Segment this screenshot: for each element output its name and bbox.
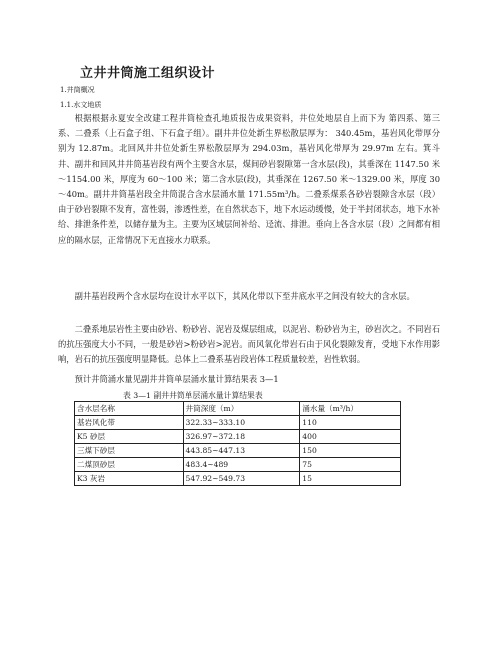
water-inflow-table xyxy=(74,401,401,486)
table-row xyxy=(75,416,401,430)
table-cell: 15 xyxy=(300,472,401,486)
table-cell: K3 灰岩 xyxy=(75,472,184,486)
table-header-row xyxy=(75,402,401,416)
document-title: 立井井筒施工组织设计 xyxy=(80,66,216,81)
paragraph-rock-properties: 二叠系地层岩性主要由砂岩、粉砂岩、泥岩及煤层组成，以泥岩、粉砂岩为主，砂岩次之。不同岩石的抗压强度大小不同，一般是砂岩>粉砂岩>泥岩。而风氧化带岩石由于风化裂隙发育，受地下水作用影响，岩石的抗压强度明显降低。总体上二叠系基岩段岩体工程质量较差，岩性软弱。 xyxy=(58,324,440,365)
table-cell: 三煤下砂层 xyxy=(75,444,184,458)
table-cell: 322.33~333.10 xyxy=(183,416,300,430)
table-cell: 基岩风化带 xyxy=(75,416,184,430)
table-cell: 150 xyxy=(300,444,401,458)
table-cell: 二煤顶砂层 xyxy=(75,458,184,472)
table-caption: 表 3—1 副井井筒单层涌水量计算结果表 xyxy=(123,391,263,400)
table-cell: 326.97~372.18 xyxy=(183,430,300,444)
table-header-cell: 含水层名称 xyxy=(75,402,184,416)
table-cell: 400 xyxy=(300,430,401,444)
table-header-cell: 涌水量（m³/h） xyxy=(300,402,401,416)
table-row xyxy=(75,458,401,472)
paragraph-hydrogeology: 根据根据永夏安全改建工程井筒检查孔地质报告成果资料，井位处地层自上而下为 第四系、第三系、二叠系（上石盒子组、下石盒子组）。副井井位处新生界松散层厚为： 340.45m，基岩风化带厚分别为 12.87m。北回风井井位处新生界松散层厚为 294.03m，基岩风化带厚为 29.97m 左右。箕斗井、副井和回风井井筒基岩段有两个主要含水层，煤间砂岩裂隙第一含水层(段)，其垂深在 1147.50 米～1154.00 米，厚度为 60～100 米；第二含水层(段)，其垂深在 1267.50 米～1329.00 米，厚度 30～40m。副井井筒基岩段全井筒混合含水层涌水量 171.55m³/h。二叠系煤系各砂岩裂隙含水层（段）由于砂岩裂隙不发育，富性弱，渗透性差，在自然状态下，地下水运动缓慢，处于半封闭状态，地下水补给、排泄条件差，以储存量为主。主要为区域层间补给、迳流、排泄。垂向上各含水层（段）之间都有相应的隔水层，正常情况下无直接水力联系。 xyxy=(58,113,440,245)
table-cell: 443.85~447.13 xyxy=(183,444,300,458)
paragraph-aquifer-note: 副井基岩段两个含水层均在设计水平以下，其风化带以下至井底水平之间没有较大的含水层。 xyxy=(74,291,415,301)
table-cell: 547.92~549.73 xyxy=(183,472,300,486)
table-row xyxy=(75,444,401,458)
table-cell: 483.4~489 xyxy=(183,458,300,472)
table-cell: 75 xyxy=(300,458,401,472)
table-cell: K5 砂层 xyxy=(75,430,184,444)
table-row xyxy=(75,430,401,444)
table-cell: 110 xyxy=(300,416,401,430)
table-row xyxy=(75,472,401,486)
section-heading-1-1: 1.1.水文地质 xyxy=(60,101,102,109)
table-header-cell: 井筒深度（m） xyxy=(183,402,300,416)
paragraph-table-reference: 预计井筒涌水量见副井井筒单层涌水量计算结果表 3—1 xyxy=(74,374,279,384)
section-heading-1: 1.井筒概况 xyxy=(60,86,95,94)
